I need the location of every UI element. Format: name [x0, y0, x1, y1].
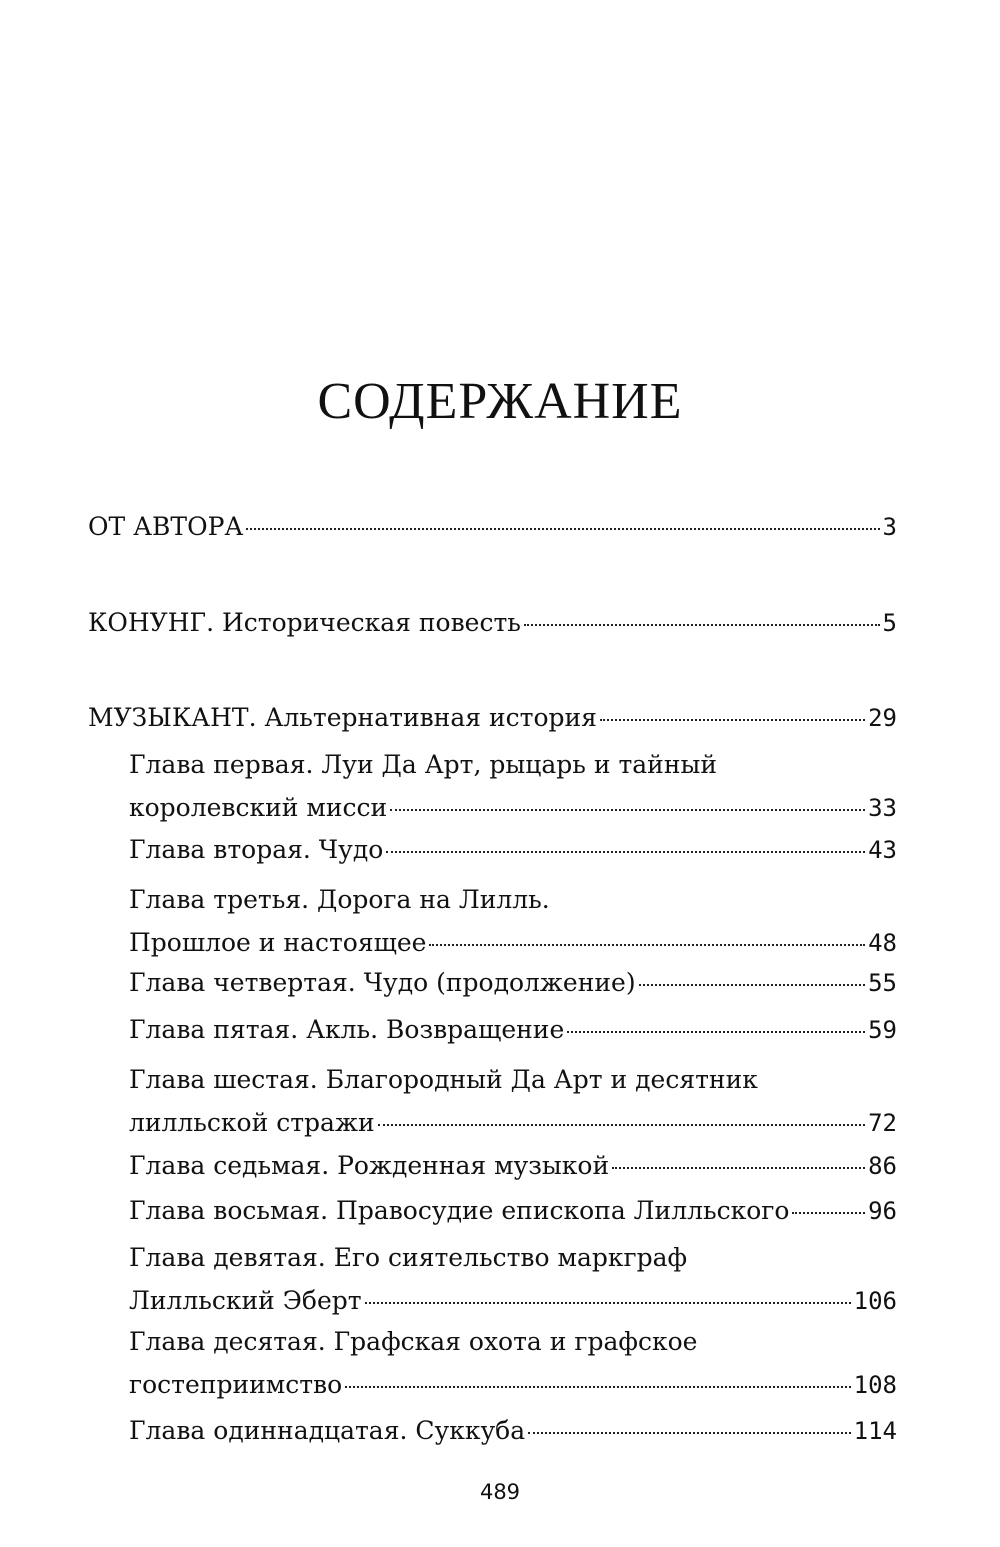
toc-entry-title: Глава вторая. Чудо [129, 835, 384, 864]
toc-page-number: 5 [882, 609, 897, 637]
dot-leader [378, 1124, 865, 1126]
toc-entry-title: Глава девятая. Его сиятельство маркграф [129, 1243, 688, 1272]
toc-entry-chapter-6[interactable] [129, 1058, 897, 1145]
toc-entry-title-cont: королевский мисси [129, 793, 388, 822]
toc-page-number: 108 [853, 1371, 897, 1399]
toc-entry-title: Глава шестая. Благородный Да Арт и десятник [129, 1065, 758, 1094]
toc-entry-title: КОНУНГ. Историческая повесть [88, 608, 521, 637]
toc-entry-title: Глава седьмая. Рожденная музыкой [129, 1151, 610, 1180]
toc-entry-title: Глава третья. Дорога на Лилль. [129, 885, 550, 914]
toc-page-number: 96 [868, 1197, 897, 1225]
toc-entry-title: Глава первая. Луи Да Арт, рыцарь и тайный [129, 750, 718, 779]
dot-leader [639, 984, 866, 986]
toc-page-number: 48 [868, 929, 897, 957]
toc-entry-konung[interactable] [88, 601, 897, 645]
toc-entry-title-cont: Прошлое и настоящее [129, 928, 427, 957]
toc-entry-ot-avtora[interactable] [88, 505, 897, 549]
dot-leader [612, 1167, 865, 1169]
dot-leader [345, 1386, 850, 1388]
toc-entry-title: МУЗЫКАНТ. Альтернативная история [88, 703, 597, 732]
dot-leader [365, 1302, 851, 1304]
toc-page-number: 59 [868, 1016, 897, 1044]
toc-entry-title-cont: Лилльский Эберт [129, 1286, 362, 1315]
toc-entry-chapter-2[interactable] [129, 828, 897, 872]
dot-leader [792, 1212, 865, 1214]
toc-entry-chapter-9[interactable] [129, 1236, 897, 1323]
toc-entry-title: Глава четвертая. Чудо (продолжение) [129, 968, 636, 997]
toc-page-number: 3 [882, 513, 897, 541]
toc-entry-chapter-7[interactable] [129, 1144, 897, 1188]
dot-leader [429, 944, 865, 946]
toc-entry-chapter-4[interactable] [129, 961, 897, 1005]
toc-page-number: 72 [868, 1109, 897, 1137]
toc-entry-title: Глава пятая. Акль. Возвращение [129, 1015, 565, 1044]
toc-page-number: 33 [868, 794, 897, 822]
toc-page-number: 43 [868, 836, 897, 864]
toc-page-number: 55 [868, 969, 897, 997]
dot-leader [524, 624, 880, 626]
page-number: 489 [479, 1480, 521, 1504]
toc-entry-title-cont: лилльской стражи [129, 1108, 375, 1137]
toc-entry-chapter-5[interactable] [129, 1008, 897, 1052]
dot-leader [246, 528, 879, 530]
toc-entry-chapter-3[interactable] [129, 878, 897, 965]
toc-entry-title: Глава восьмая. Правосудие епископа Лилльского [129, 1196, 790, 1225]
dot-leader [528, 1432, 851, 1434]
toc-page-number: 86 [868, 1152, 897, 1180]
dot-leader [600, 719, 865, 721]
toc-page-number: 114 [853, 1417, 897, 1445]
page-title: СОДЕРЖАНИЕ [317, 373, 683, 430]
dot-leader [567, 1031, 865, 1033]
toc-entry-chapter-8[interactable] [129, 1189, 897, 1233]
toc-entry-muzykant[interactable] [88, 696, 897, 740]
toc-entry-chapter-11[interactable] [129, 1409, 897, 1453]
toc-entry-title: ОТ АВТОРА [88, 512, 244, 541]
toc-entry-title: Глава одиннадцатая. Суккуба [129, 1416, 526, 1445]
toc-entry-chapter-10[interactable] [129, 1320, 897, 1407]
toc-entry-chapter-1[interactable] [129, 743, 897, 830]
toc-page-number: 29 [868, 704, 897, 732]
dot-leader [390, 809, 865, 811]
dot-leader [386, 851, 865, 853]
toc-entry-title: Глава десятая. Графская охота и графское [129, 1327, 698, 1356]
toc-entry-title-cont: гостеприимство [129, 1370, 343, 1399]
toc-page-number: 106 [853, 1287, 897, 1315]
